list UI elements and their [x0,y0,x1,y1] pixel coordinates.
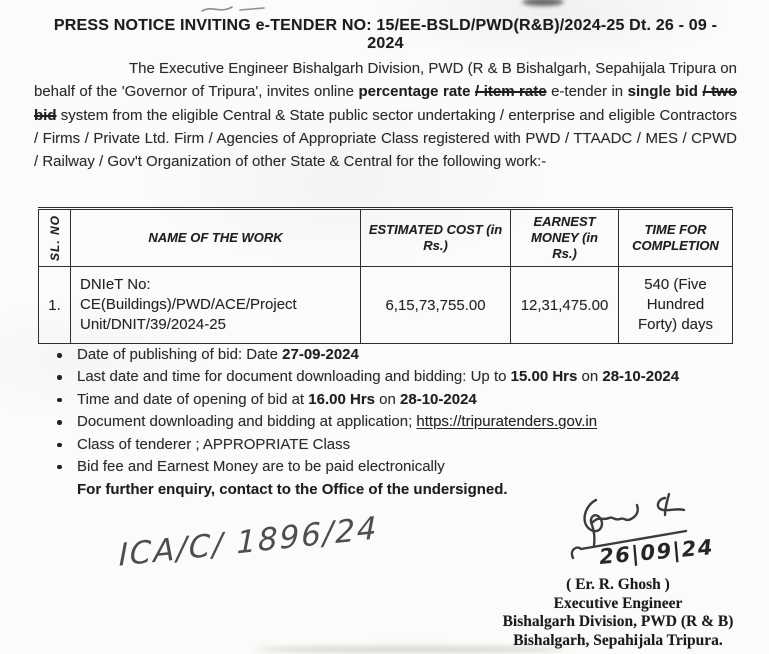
intro-text-2: e-tender in [546,83,628,101]
table-row [39,267,733,344]
tenderer-class-text: Class of tenderer ; APPROPRIATE Class [77,435,351,453]
opening-date-connector: on [375,390,401,408]
item-rate-strikethrough-text: / item rate [475,83,547,101]
col-header-sl-no [39,209,71,267]
bullet-opening-time [55,392,739,409]
application-url-label: Document downloading and bidding at application; [77,413,417,431]
signatory-name: ( Er. R. Ghosh ) [566,576,670,593]
bullet-dot-icon [55,414,77,431]
opening-time-value: 16.00 Hrs [308,390,375,408]
signatory-block [497,576,739,650]
bullet-opening-time-text [77,392,477,409]
opening-time-label: Time and date of opening of bid at [77,390,309,408]
bullet-dot-icon [55,437,77,454]
scan-smudge-top [522,0,564,6]
enquiry-note: For further enquiry, contact to the Office of the undersigned. [77,481,508,498]
bullet-last-date [55,369,739,386]
bullet-list [55,347,739,481]
cell-estimated-cost: 6,15,73,755.00 [361,267,511,344]
work-name-line-3: Unit/DNIT/39/2024-25 [80,316,226,333]
bullet-publish-date [55,347,739,364]
single-bid-text: single bid [627,83,703,101]
intro-paragraph [34,57,737,173]
bullet-dot-icon [55,347,77,364]
signatory-division: Bishalgarh Division, PWD (R & B) [502,613,734,631]
last-date-value: 28-10-2024 [602,368,680,386]
page-title: PRESS NOTICE INVITING e-TENDER NO: 15/EE-BSLD/PWD(R&B)/2024-25 Dt. 26 - 09 - 2024 [53,17,718,52]
intro-text-3: system from the eligible Central & State public sector undertaking / enterprise and eligible Contractors / Firms / Private Ltd. Firm / Agencies of Appropriate Class registered with PWD / TTAADC / MES / CPWD / Railway / Gov't Organization of other State & Central for the following work:- [34,106,737,171]
bullet-dot-icon [55,369,77,386]
bullet-payment-mode [55,459,739,476]
col-header-estimated-cost: ESTIMATED COST (in Rs.) [361,209,511,267]
pencil-mark [198,2,318,18]
tender-portal-link[interactable]: https://tripuratenders.gov.in [416,413,598,431]
signatory-address: Bishalgarh, Sepahijala Tripura. [513,631,723,649]
handwritten-ref-number: ICA/C/ 1896/24 [118,510,379,574]
last-date-label: Last date and time for document downloading and bidding: Up to [77,368,511,386]
bullet-application-url [55,414,739,431]
payment-mode-text: Bid fee and Earnest Money are to be paid electronically [77,457,445,475]
intro-text-1: The Executive Engineer Bishalgarh Division, PWD (R & B Bishalgarh, Sepahijala Tripura on behalf of the 'Governor of Tripura', invites online [34,60,737,101]
cell-sl-no: 1. [39,267,71,344]
bullet-dot-icon [55,392,77,409]
sl-no-vertical-label: SL. NO [47,214,62,261]
col-header-earnest-money: EARNEST MONEY (in Rs.) [511,209,619,267]
bullet-dot-icon [55,459,77,476]
publish-date-value: 27-09-2024 [282,346,359,363]
bullet-publish-date-text [77,347,359,364]
bullet-tenderer-class [55,437,739,454]
completion-time-text: 540 (Five Hundred Forty) days [637,276,713,333]
cell-work-name [71,267,361,344]
opening-date-value: 28-10-2024 [400,390,477,408]
handwritten-date: 26|09|24 [598,535,715,569]
cell-earnest-money: 12,31,475.00 [511,267,619,344]
last-date-time-value: 15.00 Hrs [510,368,578,386]
col-header-time-for-completion: TIME FOR COMPLETION [619,209,733,267]
col-header-name-of-work: NAME OF THE WORK [71,209,361,267]
tender-table [38,207,733,344]
bullet-last-date-text [77,369,679,386]
table-header-row [39,209,733,267]
cell-completion-time [619,267,733,344]
signatory-designation: Executive Engineer [553,594,683,612]
work-name-line-1: DNIeT No: [80,276,151,293]
bullet-application-url-text [77,414,597,431]
last-date-connector: on [577,368,603,386]
percentage-rate-text: percentage rate [358,83,476,101]
two-bid-strikethrough-text: / two bid [34,83,737,124]
publish-date-label: Date of publishing of bid: Date [77,346,283,363]
work-name-line-2: CE(Buildings)/PWD/ACE/Project [80,296,297,313]
